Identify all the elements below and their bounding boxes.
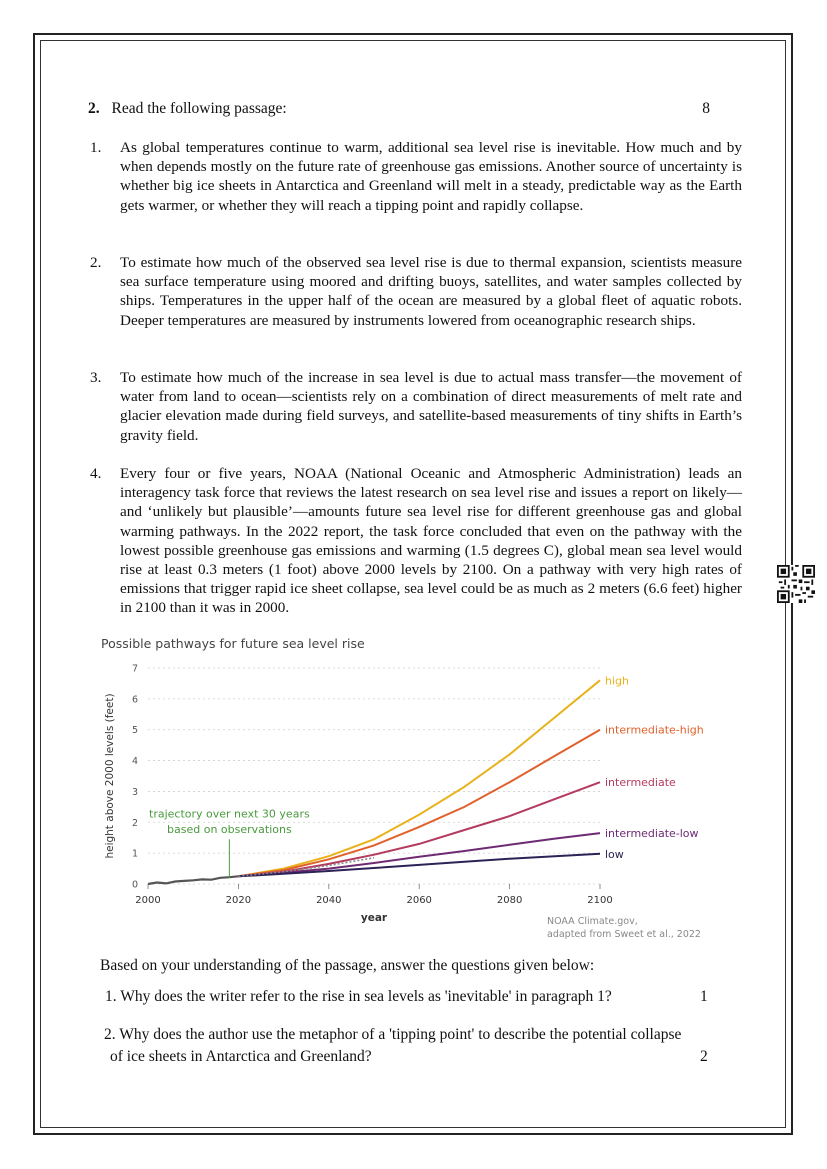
paragraph-1 [90, 138, 742, 215]
series-label-low: low [605, 847, 624, 861]
paragraph-text: Every four or five years, NOAA (National Oceanic and Atmospheric Administration) leads an interagency task force that reviews the latest research on sea level rise and issues a report on likely— and ‘unlikely but plausible’—amounts future sea level rise for different greenhouse gas and global warming pathways. In the 2022 report, the task force concluded that even on the pathway with the lowest possible greenhouse gas emissions and warming (1.5 degrees C), global mean sea level would rise at least 0.3 meters (1 foot) above 2000 levels by 2100. On a pathway with very high rates of emissions that trigger rapid ice sheet collapse, sea level could be as much as 2 meters (6.6 feet) higher in 2100 than it was in 2000. [120, 465, 742, 617]
y-axis-label: height above 2000 levels (feet) [104, 693, 116, 859]
series-line-intermediate [238, 782, 600, 876]
x-tick-label: 2100 [587, 895, 613, 906]
x-tick-label: 2020 [225, 895, 252, 906]
question-marks: 8 [702, 100, 710, 117]
y-tick-label: 6 [131, 694, 138, 706]
paragraph-number: 2. [90, 254, 102, 271]
subquestion-1: 1. Why does the writer refer to the rise in sea levels as 'inevitable' in paragraph 1? [105, 988, 612, 1005]
subquestion-2-line-2: of ice sheets in Antarctica and Greenland? [110, 1048, 372, 1065]
question-prompt: Read the following passage: [111, 100, 287, 117]
subquestion-2-marks: 2 [700, 1048, 708, 1065]
x-tick-label: 2060 [406, 895, 432, 906]
question-number: 2. [88, 100, 100, 117]
y-tick-label: 2 [131, 817, 138, 829]
y-tick-label: 3 [131, 786, 138, 798]
series-line-high [238, 680, 600, 876]
series-label-intermediate: intermediate [605, 776, 676, 790]
subquestion-1-marks: 1 [700, 988, 708, 1005]
paragraph-4 [90, 464, 742, 618]
annotation-text-line-1: trajectory over next 30 years [149, 807, 310, 821]
paragraph-3 [90, 368, 742, 445]
chart-title: Possible pathways for future sea level rise [101, 636, 365, 651]
paragraph-number: 4. [90, 465, 102, 482]
y-tick-label: 7 [131, 663, 138, 675]
paragraph-text: To estimate how much of the observed sea level rise is due to thermal expansion, scientists measure sea surface temperature using moored and drifting buoys, satellites, and water samples collected by ships. Temperatures in the upper half of the ocean are measured by a global fleet of aquatic robots. Deeper temperatures are measured by instruments lowered from oceanographic research ships. [120, 254, 742, 329]
x-tick-label: 2080 [496, 895, 523, 906]
series-label-intermediate-low: intermediate-low [605, 827, 699, 841]
paragraph-2 [90, 253, 742, 330]
x-tick-label: 2040 [316, 895, 342, 906]
subquestion-2-line-1: 2. Why does the author use the metaphor of a 'tipping point' to describe the potential collapse [104, 1026, 682, 1043]
x-axis-label: year [360, 912, 388, 924]
x-tick-label: 2000 [135, 895, 161, 906]
chart-credit-line-1: NOAA Climate.gov, [547, 916, 638, 927]
y-tick-label: 4 [131, 756, 138, 768]
annotation-text-line-2: based on observations [167, 823, 292, 837]
chart-credit-line-2: adapted from Sweet et al., 2022 [547, 929, 701, 940]
question-heading [88, 100, 710, 118]
paragraph-number: 3. [90, 369, 102, 386]
sea-level-chart [98, 632, 718, 942]
observed-line [148, 876, 238, 884]
paragraph-number: 1. [90, 139, 102, 156]
series-label-intermediate-high: intermediate-high [605, 723, 704, 737]
y-tick-label: 5 [131, 725, 138, 737]
series-label-high: high [605, 674, 629, 688]
y-tick-label: 0 [131, 879, 138, 891]
paragraph-text: As global temperatures continue to warm, additional sea level rise is inevitable. How much and by when depends mostly on the future rate of greenhouse gas emissions. Another source of uncertainty is whether big ice sheets in Antarctica and Greenland will melt in a steady, predictable way as the Earth gets warmer, or whether they will reach a tipping point and rapidly collapse. [120, 139, 742, 214]
instruction-text: Based on your understanding of the passage, answer the questions given below: [100, 957, 595, 974]
paragraph-text: To estimate how much of the increase in sea level is due to actual mass transfer—the movement of water from land to ocean—scientists rely on a combination of direct measurements of melt rate and glacier elevation made during field surveys, and satellite-based measurements of tiny shifts in Earth’s gravity field. [120, 369, 742, 444]
qr-code [777, 565, 815, 603]
y-tick-label: 1 [131, 848, 138, 860]
